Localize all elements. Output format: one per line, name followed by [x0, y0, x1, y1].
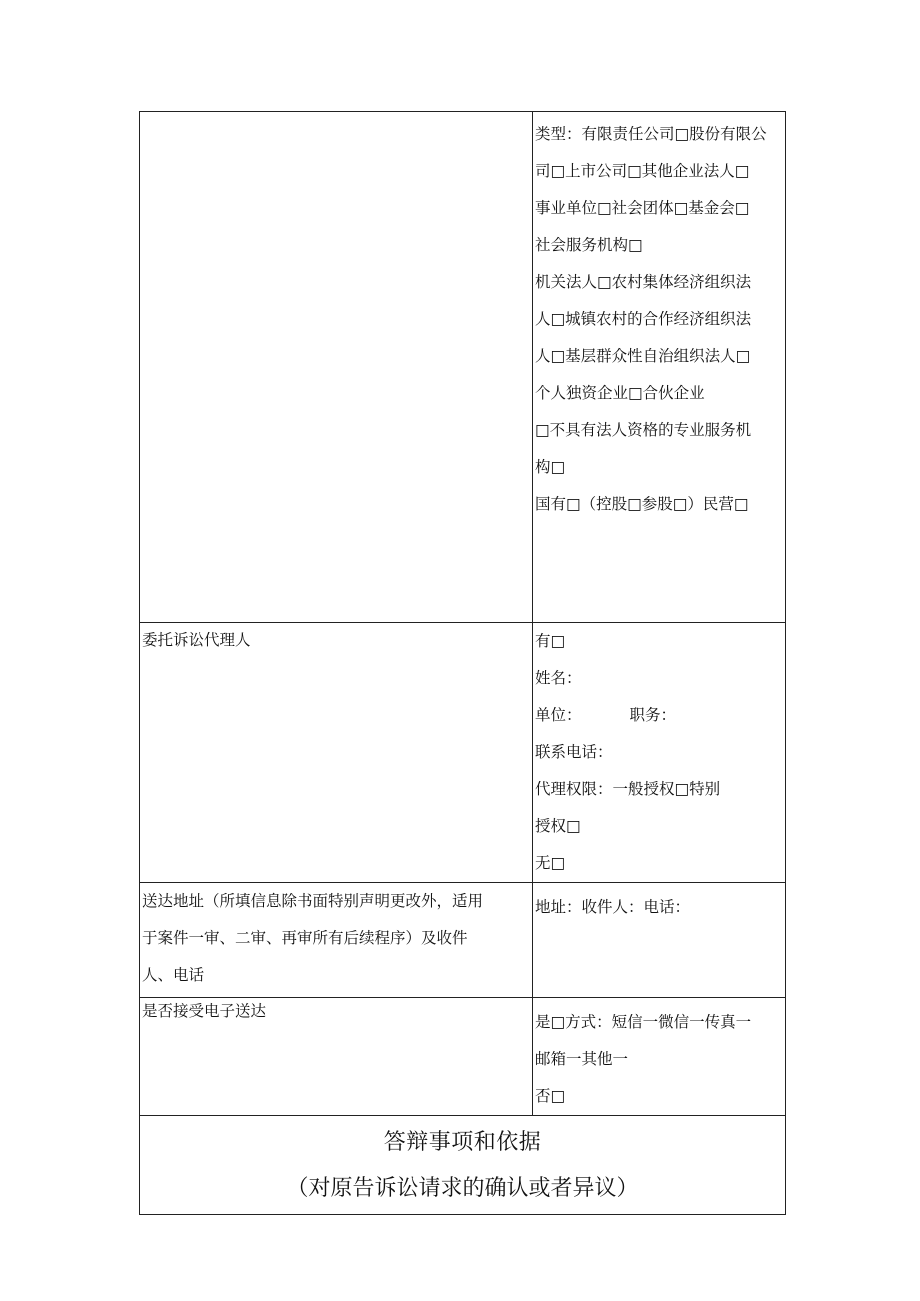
party-type-options-cell[interactable]: [533, 112, 786, 623]
defense-heading-cell: [140, 1116, 786, 1215]
service-address-label-line: 人、电话: [142, 966, 205, 984]
electronic-service-row: [140, 998, 786, 1116]
defense-subtitle: （对原告诉讼请求的确认或者异议）: [286, 1176, 639, 1201]
service-address-label-line: 于案件一审、二审、再审所有后续程序）及收件: [142, 929, 468, 947]
agent-none-checkbox[interactable]: 无□: [535, 854, 566, 872]
service-address-row: [140, 883, 786, 998]
defense-title: 答辩事项和依据: [383, 1130, 542, 1155]
electronic-service-label-cell: [140, 998, 533, 1116]
service-address-value-cell[interactable]: [533, 883, 786, 998]
agent-row: [140, 623, 786, 883]
electronic-service-yes-option[interactable]: 是□方式：短信一微信一传真一: [535, 1013, 752, 1031]
agent-position-label: 职务：: [629, 706, 677, 724]
party-type-line: 个人独资企业□合伙企业: [535, 384, 705, 402]
service-address-label-cell: [140, 883, 533, 998]
electronic-service-label: 是否接受电子送达: [142, 1002, 267, 1020]
party-type-line: 类型：有限责任公司□股份有限公: [535, 125, 767, 143]
electronic-service-yes-option[interactable]: 邮箱一其他一: [535, 1050, 629, 1068]
agent-unit-position-field[interactable]: [535, 697, 785, 734]
agent-label: 委托诉讼代理人: [142, 631, 251, 649]
party-type-line: □不具有法人资格的专业服务机: [535, 421, 752, 439]
agent-authority-line[interactable]: 代理权限：一般授权□特别: [535, 780, 721, 798]
agent-phone-field[interactable]: 联系电话：: [535, 743, 613, 761]
agent-info-cell[interactable]: [533, 623, 786, 883]
electronic-service-no-option[interactable]: 否□: [535, 1087, 566, 1105]
service-address-value[interactable]: 地址：收件人：电话：: [535, 898, 691, 916]
defense-form-table: [139, 111, 786, 1215]
party-type-line: 社会服务机构□: [535, 236, 643, 254]
agent-authority-line[interactable]: 授权□: [535, 817, 581, 835]
party-type-label-cell: [140, 112, 533, 623]
party-type-row: [140, 112, 786, 623]
agent-has-checkbox[interactable]: 有□: [535, 632, 566, 650]
service-address-label-line: 送达地址（所填信息除书面特别声明更改外，适用: [142, 892, 484, 910]
agent-label-cell: [140, 623, 533, 883]
party-type-line: 国有□（控股□参股□）民营□: [535, 495, 749, 513]
agent-name-field[interactable]: 姓名：: [535, 669, 582, 687]
party-type-line: 人□基层群众性自治组织法人□: [535, 347, 751, 365]
party-type-line: 构□: [535, 458, 566, 476]
party-type-line: 机关法人□农村集体经济组织法: [535, 273, 752, 291]
defense-heading-row: [140, 1116, 786, 1215]
agent-unit-label: 单位：: [535, 706, 582, 724]
electronic-service-options-cell[interactable]: [533, 998, 786, 1116]
party-type-line: 事业单位□社会团体□基金会□: [535, 199, 750, 217]
party-type-line: 司□上市公司□其他企业法人□: [535, 162, 750, 180]
party-type-line: 人□城镇农村的合作经济组织法: [535, 310, 752, 328]
